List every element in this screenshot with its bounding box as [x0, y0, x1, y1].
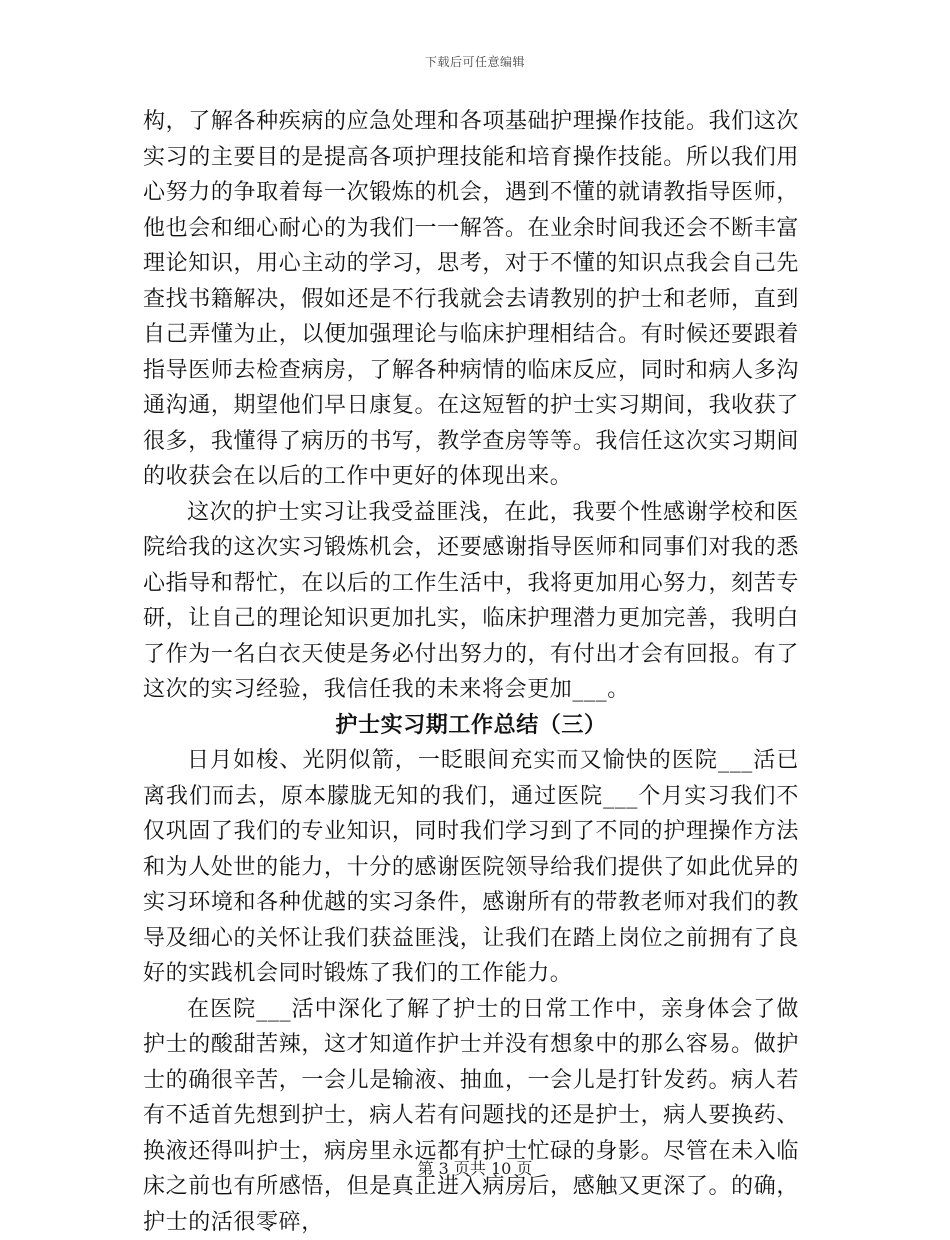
- paragraph-continuation: 构，了解各种疾病的应急处理和各项基础护理操作技能。我们这次实习的主要目的是提高各项护理技能和培育操作技能。所以我们用心努力的争取着每一次锻炼的机会，遇到不懂的就请教指导医师，他也会和细心耐心的为我们一一解答。在业余时间我还会不断丰富理论知识，用心主动的学习，思考，对于不懂的知识点我会自己先查找书籍解决，假如还是不行我就会去请教别的护士和老师，直到自己弄懂为止，以便加强理论与临床护理相结合。有时候还要跟着指导医师去检查病房，了解各种病情的临床反应，同时和病人多沟通沟通，期望他们早日康复。在这短暂的护士实习期间，我收获了很多，我懂得了病历的书写，教学查房等等。我信任这次实习期间的收获会在以后的工作中更好的体现出来。: [143, 104, 799, 495]
- paragraph-experience: 在医院___活中深化了解了护士的日常工作中，亲身体会了做护士的酸甜苦辣，这才知道作护士并没有想象中的那么容易。做护士的确很辛苦，一会儿是输液、抽血，一会儿是打针发药。病人若有不适首先想到护士，病人若有问题找的还是护士，病人要换药、换液还得叫护士，病房里永远都有护士忙碌的身影。尽管在未入临床之前也有所感悟，但是真正进入病房后，感触又更深了。的确，护士的活很零碎，: [143, 992, 799, 1240]
- header-note: 下载后可任意编辑: [0, 53, 950, 70]
- paragraph-thanks: 这次的护士实习让我受益匪浅，在此，我要个性感谢学校和医院给我的这次实习锻炼机会，还要感谢指导医师和同事们对我的悉心指导和帮忙，在以后的工作生活中，我将更加用心努力，刻苦专研，让自己的理论知识更加扎实，临床护理潜力更加完善，我明白了作为一名白衣天使是务必付出努力的，有付出才会有回报。有了这次的实习经验，我信任我的未来将会更加___。: [143, 495, 799, 708]
- page-footer: 第 3 页共 10 页: [0, 1156, 950, 1179]
- section-title: 护士实习期工作总结（三）: [143, 708, 799, 744]
- paragraph-intro: 日月如梭、光阴似箭，一眨眼间充实而又愉快的医院___活已离我们而去，原本朦胧无知的我们，通过医院___个月实习我们不仅巩固了我们的专业知识，同时我们学习到了不同的护理操作方法和为人处世的能力，十分的感谢医院领导给我们提供了如此优异的实习环境和各种优越的实习条件，感谢所有的带教老师对我们的教导及细心的关怀让我们获益匪浅，让我们在踏上岗位之前拥有了良好的实践机会同时锻炼了我们的工作能力。: [143, 743, 799, 992]
- document-body: [143, 104, 799, 1240]
